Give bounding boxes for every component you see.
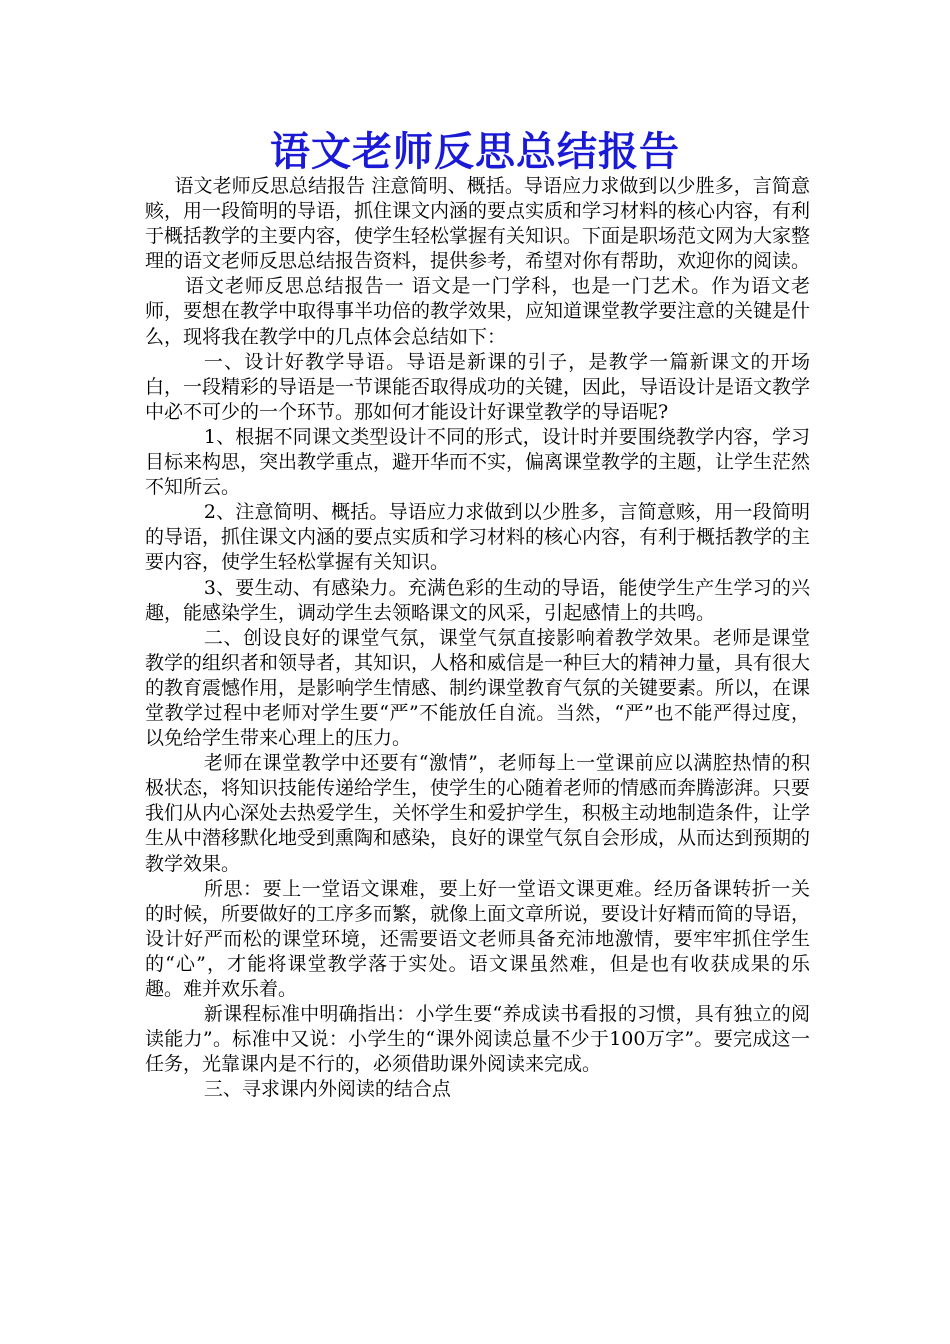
paragraph-intro: 语文老师反思总结报告 注意简明、概括。导语应力求做到以少胜多，言简意赅，用一段简明的导语，抓住课文内涵的要点实质和学习材料的核心内容，有利于概括教学的主要内容，使学生轻松掌握有关知识。下面是职场范文网为大家整理的语文老师反思总结报告资料，提供参考，希望对你有帮助，欢迎你的阅读。: [145, 175, 811, 273]
paragraph-report-one: 语文老师反思总结报告一 语文是一门学科，也是一门艺术。作为语文老师，要想在教学中取得事半功倍的教学效果，应知道课堂教学要注意的关键是什么，现将我在教学中的几点体会总结如下：: [145, 275, 811, 348]
paragraph-point-2: 2、注意简明、概括。导语应力求做到以少胜多，言简意赅，用一段简明的导语，抓住课文内涵的要点实质和学习材料的核心内容，有利于概括教学的主要内容，使学生轻松掌握有关知识。: [145, 501, 811, 574]
document-body: [145, 174, 810, 1102]
paragraph-point-1: 1、根据不同课文类型设计不同的形式，设计时并要围绕教学内容，学习目标来构思，突出教学重点，避开华而不实，偏离课堂教学的主题，让学生茫然不知所云。: [145, 425, 811, 499]
paragraph-point-3: 3、要生动、有感染力。充满色彩的生动的导语，能使学生产生学习的兴趣，能感染学生，调动学生去领略课文的风采，引起感情上的共鸣。: [145, 576, 810, 624]
paragraph-reflection: 所思：要上一堂语文课难，要上好一堂语文课更难。经历备课转折一关的时候，所要做好的工序多而繁，就像上面文章所说，要设计好精而简的导语，设计好严而松的课堂环境，还需要语文老师具备充沛地激情，要牢牢抓住学生的“心”，才能将课堂教学落于实处。语文课虽然难，但是也有收获成果的乐趣。难并欢乐着。: [145, 877, 811, 1000]
paragraph-curriculum: 新课程标准中明确指出：小学生要“养成读书看报的习惯，具有独立的阅读能力”。标准中又说：小学生的“课外阅读总量不少于100万字”。要完成这一任务，光靠课内是不行的，必须借助课外阅读来完成。: [145, 1003, 810, 1076]
paragraph-section-three: 三、寻求课内外阅读的结合点: [203, 1078, 451, 1101]
paragraph-passion: 老师在课堂教学中还要有“激情”，老师每上一堂课前应以满腔热情的积极状态，将知识技能传递给学生，使学生的心随着老师的情感而奔腾澎湃。只要我们从内心深处去热爱学生，关怀学生和爱护学生，积极主动地制造条件，让学生从中潜移默化地受到熏陶和感染，良好的课堂气氛自会形成，从而达到预期的教学效果。: [145, 752, 811, 875]
document-title: 语文老师反思总结报告: [270, 128, 680, 175]
paragraph-section-one: 一、设计好教学导语。导语是新课的引子，是教学一篇新课文的开场白，一段精彩的导语是一节课能否取得成功的关键，因此，导语设计是语文教学中必不可少的一个环节。那如何才能设计好课堂教学的导语呢?: [145, 350, 811, 423]
paragraph-section-two: 二、创设良好的课堂气氛，课堂气氛直接影响着教学效果。老师是课堂教学的组织者和领导者，其知识，人格和威信是一种巨大的精神力量，具有很大的教育震憾作用，是影响学生情感、制约课堂教育气氛的关键要素。所以，在课堂教学过程中老师对学生要“严”不能放任自流。当然，“严”也不能严得过度，以免给学生带来心理上的压力。: [145, 626, 811, 750]
